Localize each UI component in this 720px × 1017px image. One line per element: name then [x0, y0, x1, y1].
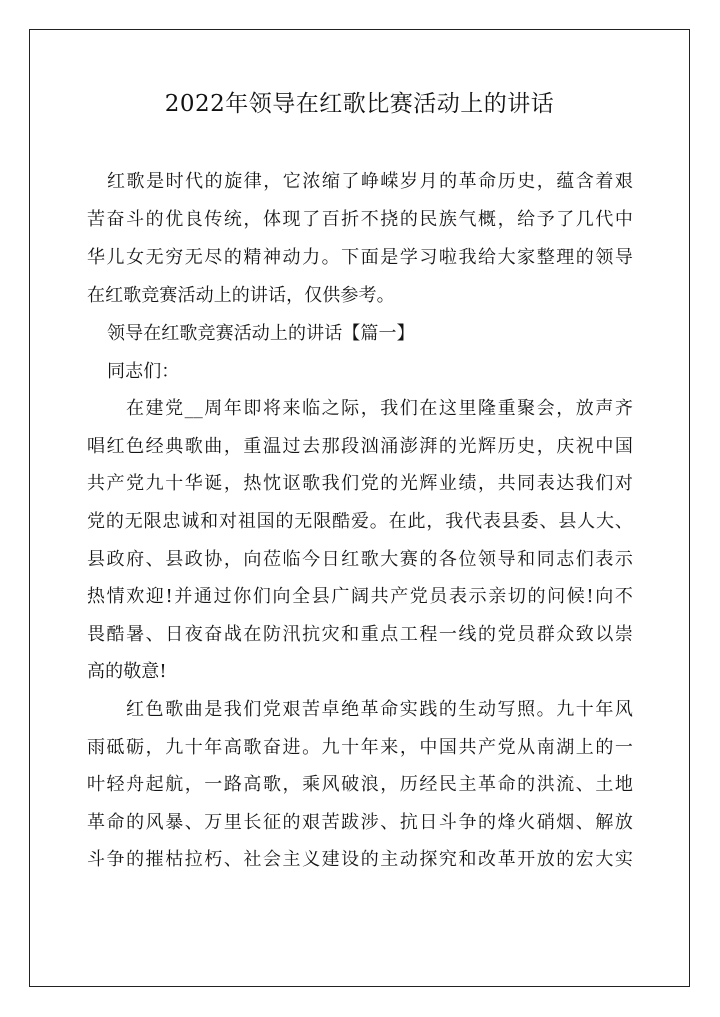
paragraph-line: 在红歌竞赛活动上的讲话，仅供参考。: [87, 285, 395, 306]
salutation: 同志们：: [107, 361, 180, 382]
paragraph-line: 红歌是时代的旋律，它浓缩了峥嵘岁月的革命历史，蕴含着艰: [107, 171, 633, 192]
paragraph-line: 红色歌曲是我们党艰苦卓绝革命实践的生动写照。九十年风: [126, 699, 633, 720]
section-heading: 领导在红歌竞赛活动上的讲话【篇一】: [107, 323, 415, 344]
paragraph-line: 畏酷暑、日夜奋战在防汛抗灾和重点工程一线的党员群众致以崇: [87, 624, 633, 645]
paragraph-line: 共产党九十华诞，热忱讴歌我们党的光辉业绩，共同表达我们对: [87, 473, 633, 494]
paragraph-line: 华儿女无穷无尽的精神动力。下面是学习啦我给大家整理的领导: [87, 247, 633, 268]
paragraph-line: 革命的风暴、万里长征的艰苦跋涉、抗日斗争的烽火硝烟、解放: [87, 812, 633, 833]
paragraph-line: 高的敬意!: [87, 661, 167, 682]
paragraph-line: 党的无限忠诚和对祖国的无限酷爱。在此，我代表县委、县人大、: [87, 511, 633, 532]
paragraph-line: 唱红色经典歌曲，重温过去那段汹涌澎湃的光辉历史，庆祝中国: [87, 436, 633, 457]
paragraph-line: 苦奋斗的优良传统，体现了百折不挠的民族气概，给予了几代中: [87, 209, 633, 230]
paragraph-line: 县政府、县政协，向莅临今日红歌大赛的各位领导和同志们表示: [87, 549, 633, 570]
paragraph-line: 在建党__周年即将来临之际，我们在这里隆重聚会，放声齐: [126, 398, 633, 419]
paragraph-line: 叶轻舟起航，一路高歌，乘风破浪，历经民主革命的洪流、土地: [87, 774, 633, 795]
paragraph-line: 热情欢迎!并通过你们向全县广阔共产党员表示亲切的问候!向不: [87, 586, 633, 607]
document-title: 2022年领导在红歌比赛活动上的讲话: [164, 91, 555, 117]
paragraph-line: 斗争的摧枯拉朽、社会主义建设的主动探究和改革开放的宏大实: [87, 849, 633, 870]
paragraph-line: 雨砥砺，九十年高歌奋进。九十年来，中国共产党从南湖上的一: [87, 737, 633, 758]
